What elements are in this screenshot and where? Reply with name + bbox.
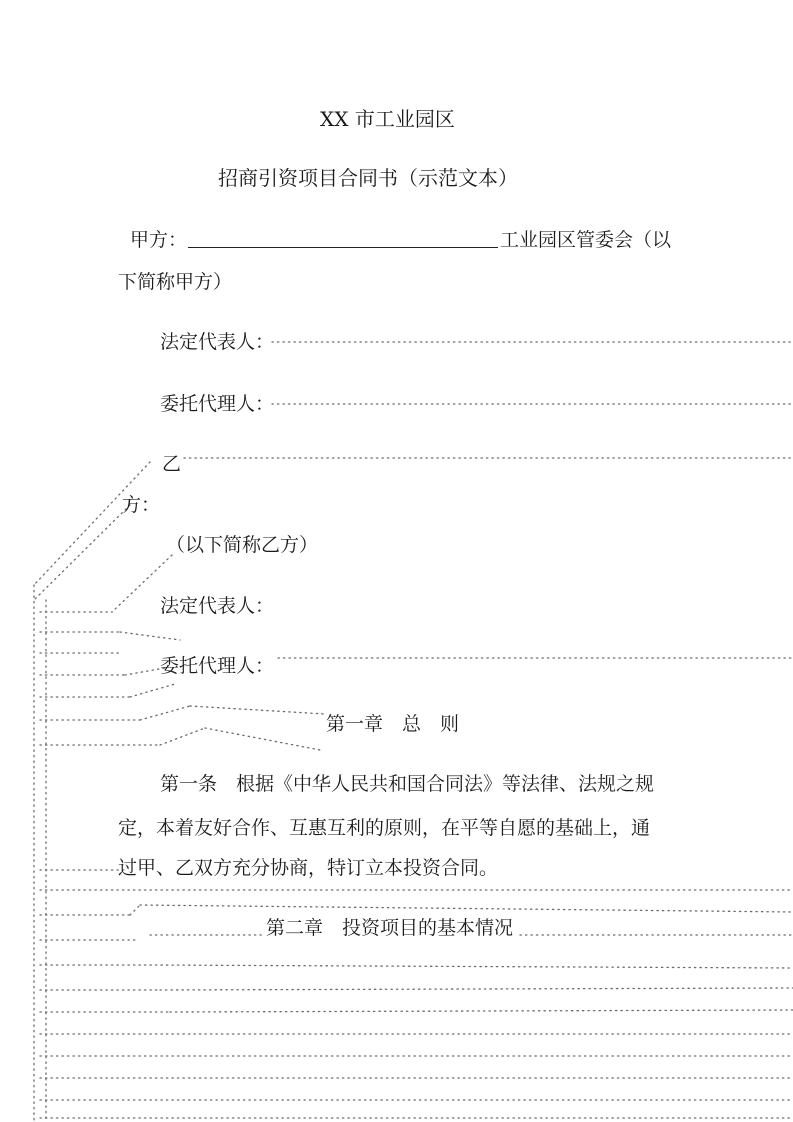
party-b-label-char1: 乙	[162, 453, 182, 475]
article1-line1: 第一条 根据《中华人民共和国合同法》等法律、法规之规	[160, 773, 655, 795]
article1-line3: 过甲、乙双方充分协商，特订立本投资合同。	[118, 857, 499, 879]
party-a-suffix: 工业园区管委会（以	[500, 229, 672, 251]
party-b-legal-rep-label: 法定代表人：	[160, 595, 275, 617]
party-a-legal-rep-label: 法定代表人：	[160, 331, 275, 353]
article1-line2: 定，本着友好合作、互惠互利的原则，在平等自愿的基础上，通	[118, 817, 651, 839]
document-title: XX 市工业园区	[320, 107, 455, 131]
party-a-label: 甲方：	[130, 229, 188, 251]
chapter1-heading: 第一章 总 则	[326, 713, 460, 735]
chapter2-heading: 第二章 投资项目的基本情况	[266, 917, 514, 939]
party-b-label-char2: 方：	[122, 494, 161, 516]
party-a-agent-label: 委托代理人：	[160, 393, 275, 415]
party-b-agent-label: 委托代理人：	[160, 655, 275, 677]
document-subtitle: 招商引资项目合同书（示范文本）	[218, 166, 518, 190]
party-a-continuation: 下简称甲方）	[118, 271, 233, 293]
party-a-blank-line	[188, 247, 498, 248]
party-b-note: （以下简称乙方）	[166, 534, 319, 556]
